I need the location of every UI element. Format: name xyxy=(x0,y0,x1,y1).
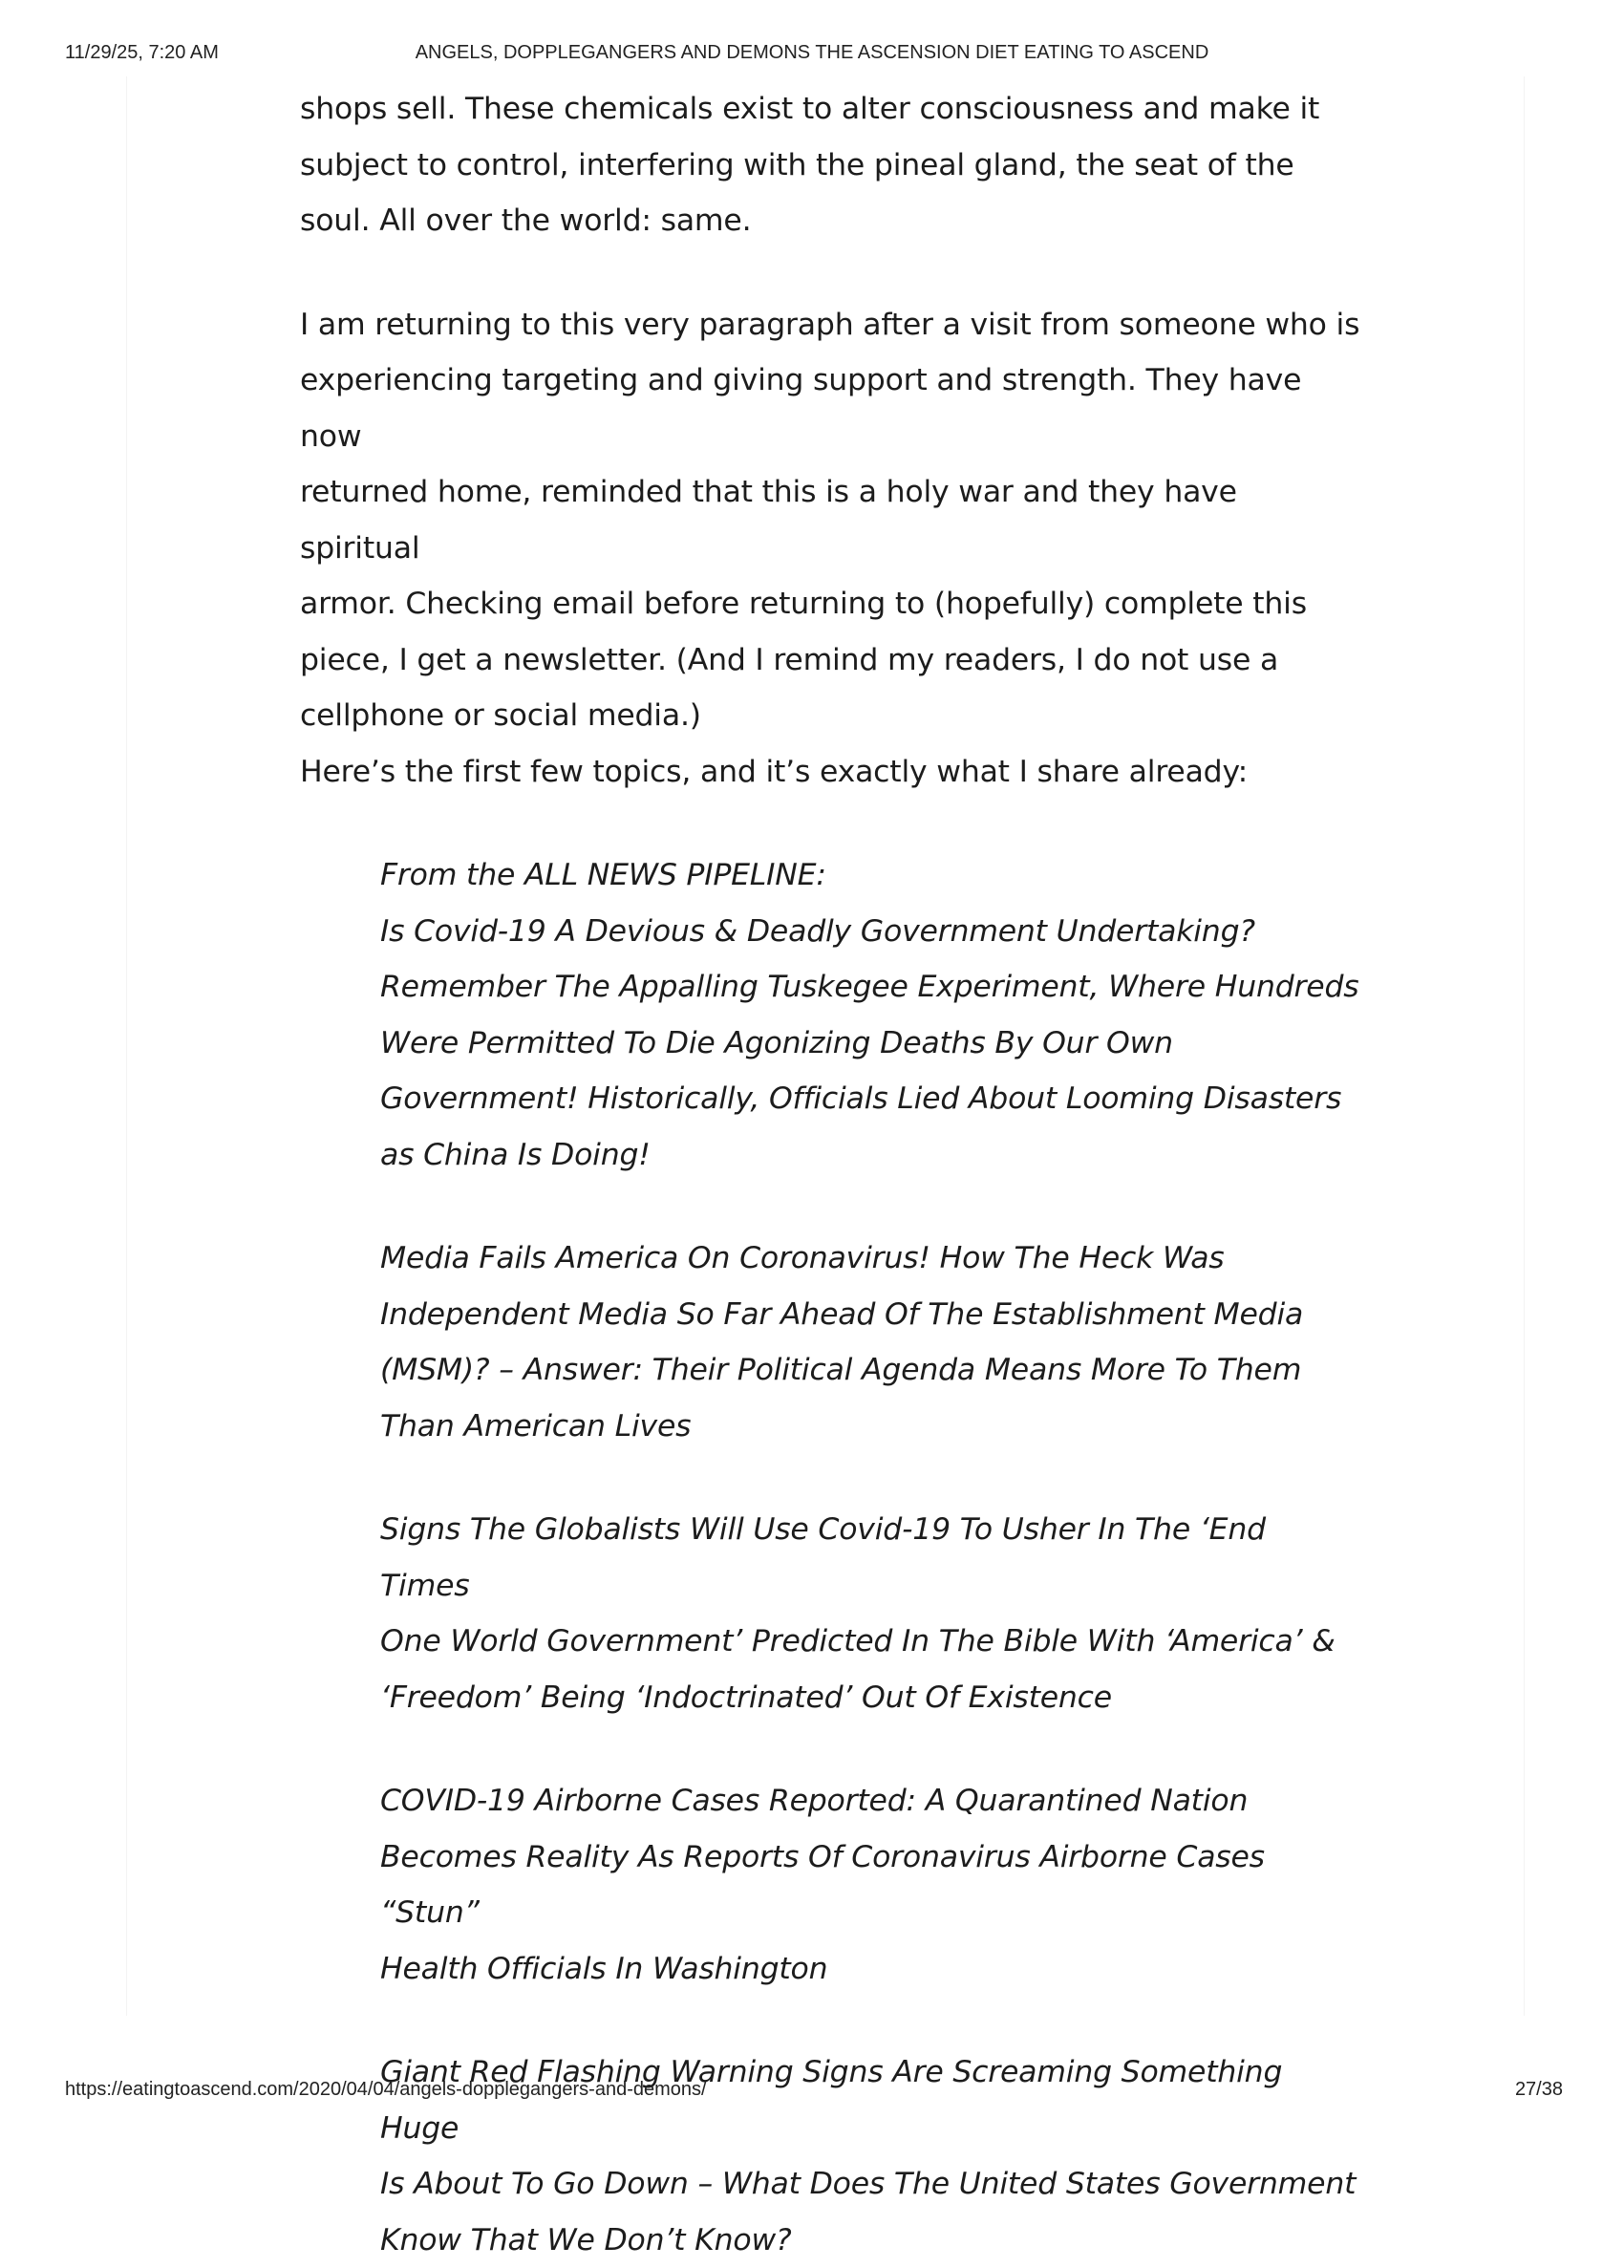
text-line: Is About To Go Down – What Does The United States Government xyxy=(380,2156,1360,2213)
newsletter-quote xyxy=(380,847,1360,2268)
text-line: Giant Red Flashing Warning Signs Are Screaming Something Huge xyxy=(380,2044,1360,2156)
text-line: COVID-19 Airborne Cases Reported: A Quarantined Nation xyxy=(380,1773,1360,1829)
paragraph-chemicals xyxy=(300,81,1360,249)
print-url: https://eatingtoascend.com/2020/04/04/angels-dopplegangers-and-demons/ xyxy=(65,2079,707,2101)
text-line: From the ALL NEWS PIPELINE: xyxy=(380,847,1360,904)
quote-item-media xyxy=(380,1230,1360,1454)
text-line: Media Fails America On Coronavirus! How The Heck Was xyxy=(380,1230,1360,1287)
print-footer xyxy=(0,2079,1624,2108)
text-line: Remember The Appalling Tuskegee Experiment, Where Hundreds xyxy=(380,959,1360,1016)
text-line: experiencing targeting and giving support and strength. They have now xyxy=(300,353,1360,464)
text-line: shops sell. These chemicals exist to alter consciousness and make it xyxy=(300,81,1360,138)
text-line: armor. Checking email before returning to (hopefully) complete this xyxy=(300,576,1360,632)
quote-item-pipeline xyxy=(380,847,1360,1183)
text-line: Were Permitted To Die Agonizing Deaths By Our Own xyxy=(380,1016,1360,1072)
paragraph-returning xyxy=(300,297,1360,744)
text-line: as China Is Doing! xyxy=(380,1127,1360,1184)
text-line: ‘Freedom’ Being ‘Indoctrinated’ Out Of Existence xyxy=(380,1670,1360,1726)
text-line: piece, I get a newsletter. (And I remind my readers, I do not use a xyxy=(300,632,1360,689)
text-line: Health Officials In Washington xyxy=(380,1941,1360,1998)
quote-item-airborne xyxy=(380,1773,1360,1997)
text-line: Signs The Globalists Will Use Covid-19 To Usher In The ‘End Times xyxy=(380,1502,1360,1614)
text-line: returned home, reminded that this is a holy war and they have spiritual xyxy=(300,464,1360,576)
text-line: Know That We Don’t Know? xyxy=(380,2213,1360,2268)
text-line: Government! Historically, Officials Lied About Looming Disasters xyxy=(380,1071,1360,1127)
text-line: cellphone or social media.) xyxy=(300,688,1360,744)
print-header xyxy=(0,42,1624,71)
text-line: (MSM)? – Answer: Their Political Agenda Means More To Them xyxy=(380,1342,1360,1399)
text-line: I am returning to this very paragraph after a visit from someone who is xyxy=(300,297,1360,353)
text-line: Is Covid-19 A Devious & Deadly Government Undertaking? xyxy=(380,904,1360,960)
text-line: Here’s the first few topics, and it’s exactly what I share already: xyxy=(300,744,1360,801)
text-line: Independent Media So Far Ahead Of The Establishment Media xyxy=(380,1287,1360,1343)
text-line: Becomes Reality As Reports Of Coronavirus Airborne Cases “Stun” xyxy=(380,1829,1360,1941)
print-page-title: ANGELS, DOPPLEGANGERS AND DEMONS THE ASCENSION DIET EATING TO ASCEND xyxy=(0,42,1624,64)
text-line: One World Government’ Predicted In The Bible With ‘America’ & xyxy=(380,1614,1360,1670)
page-number: 27/38 xyxy=(1515,2079,1563,2101)
print-datetime: 11/29/25, 7:20 AM xyxy=(65,42,219,64)
article-body xyxy=(300,81,1360,2268)
text-line: Than American Lives xyxy=(380,1399,1360,1455)
quote-item-globalists xyxy=(380,1502,1360,1725)
text-line: soul. All over the world: same. xyxy=(300,193,1360,249)
text-line: subject to control, interfering with the pineal gland, the seat of the xyxy=(300,138,1360,194)
paragraph-topics-intro xyxy=(300,744,1360,801)
